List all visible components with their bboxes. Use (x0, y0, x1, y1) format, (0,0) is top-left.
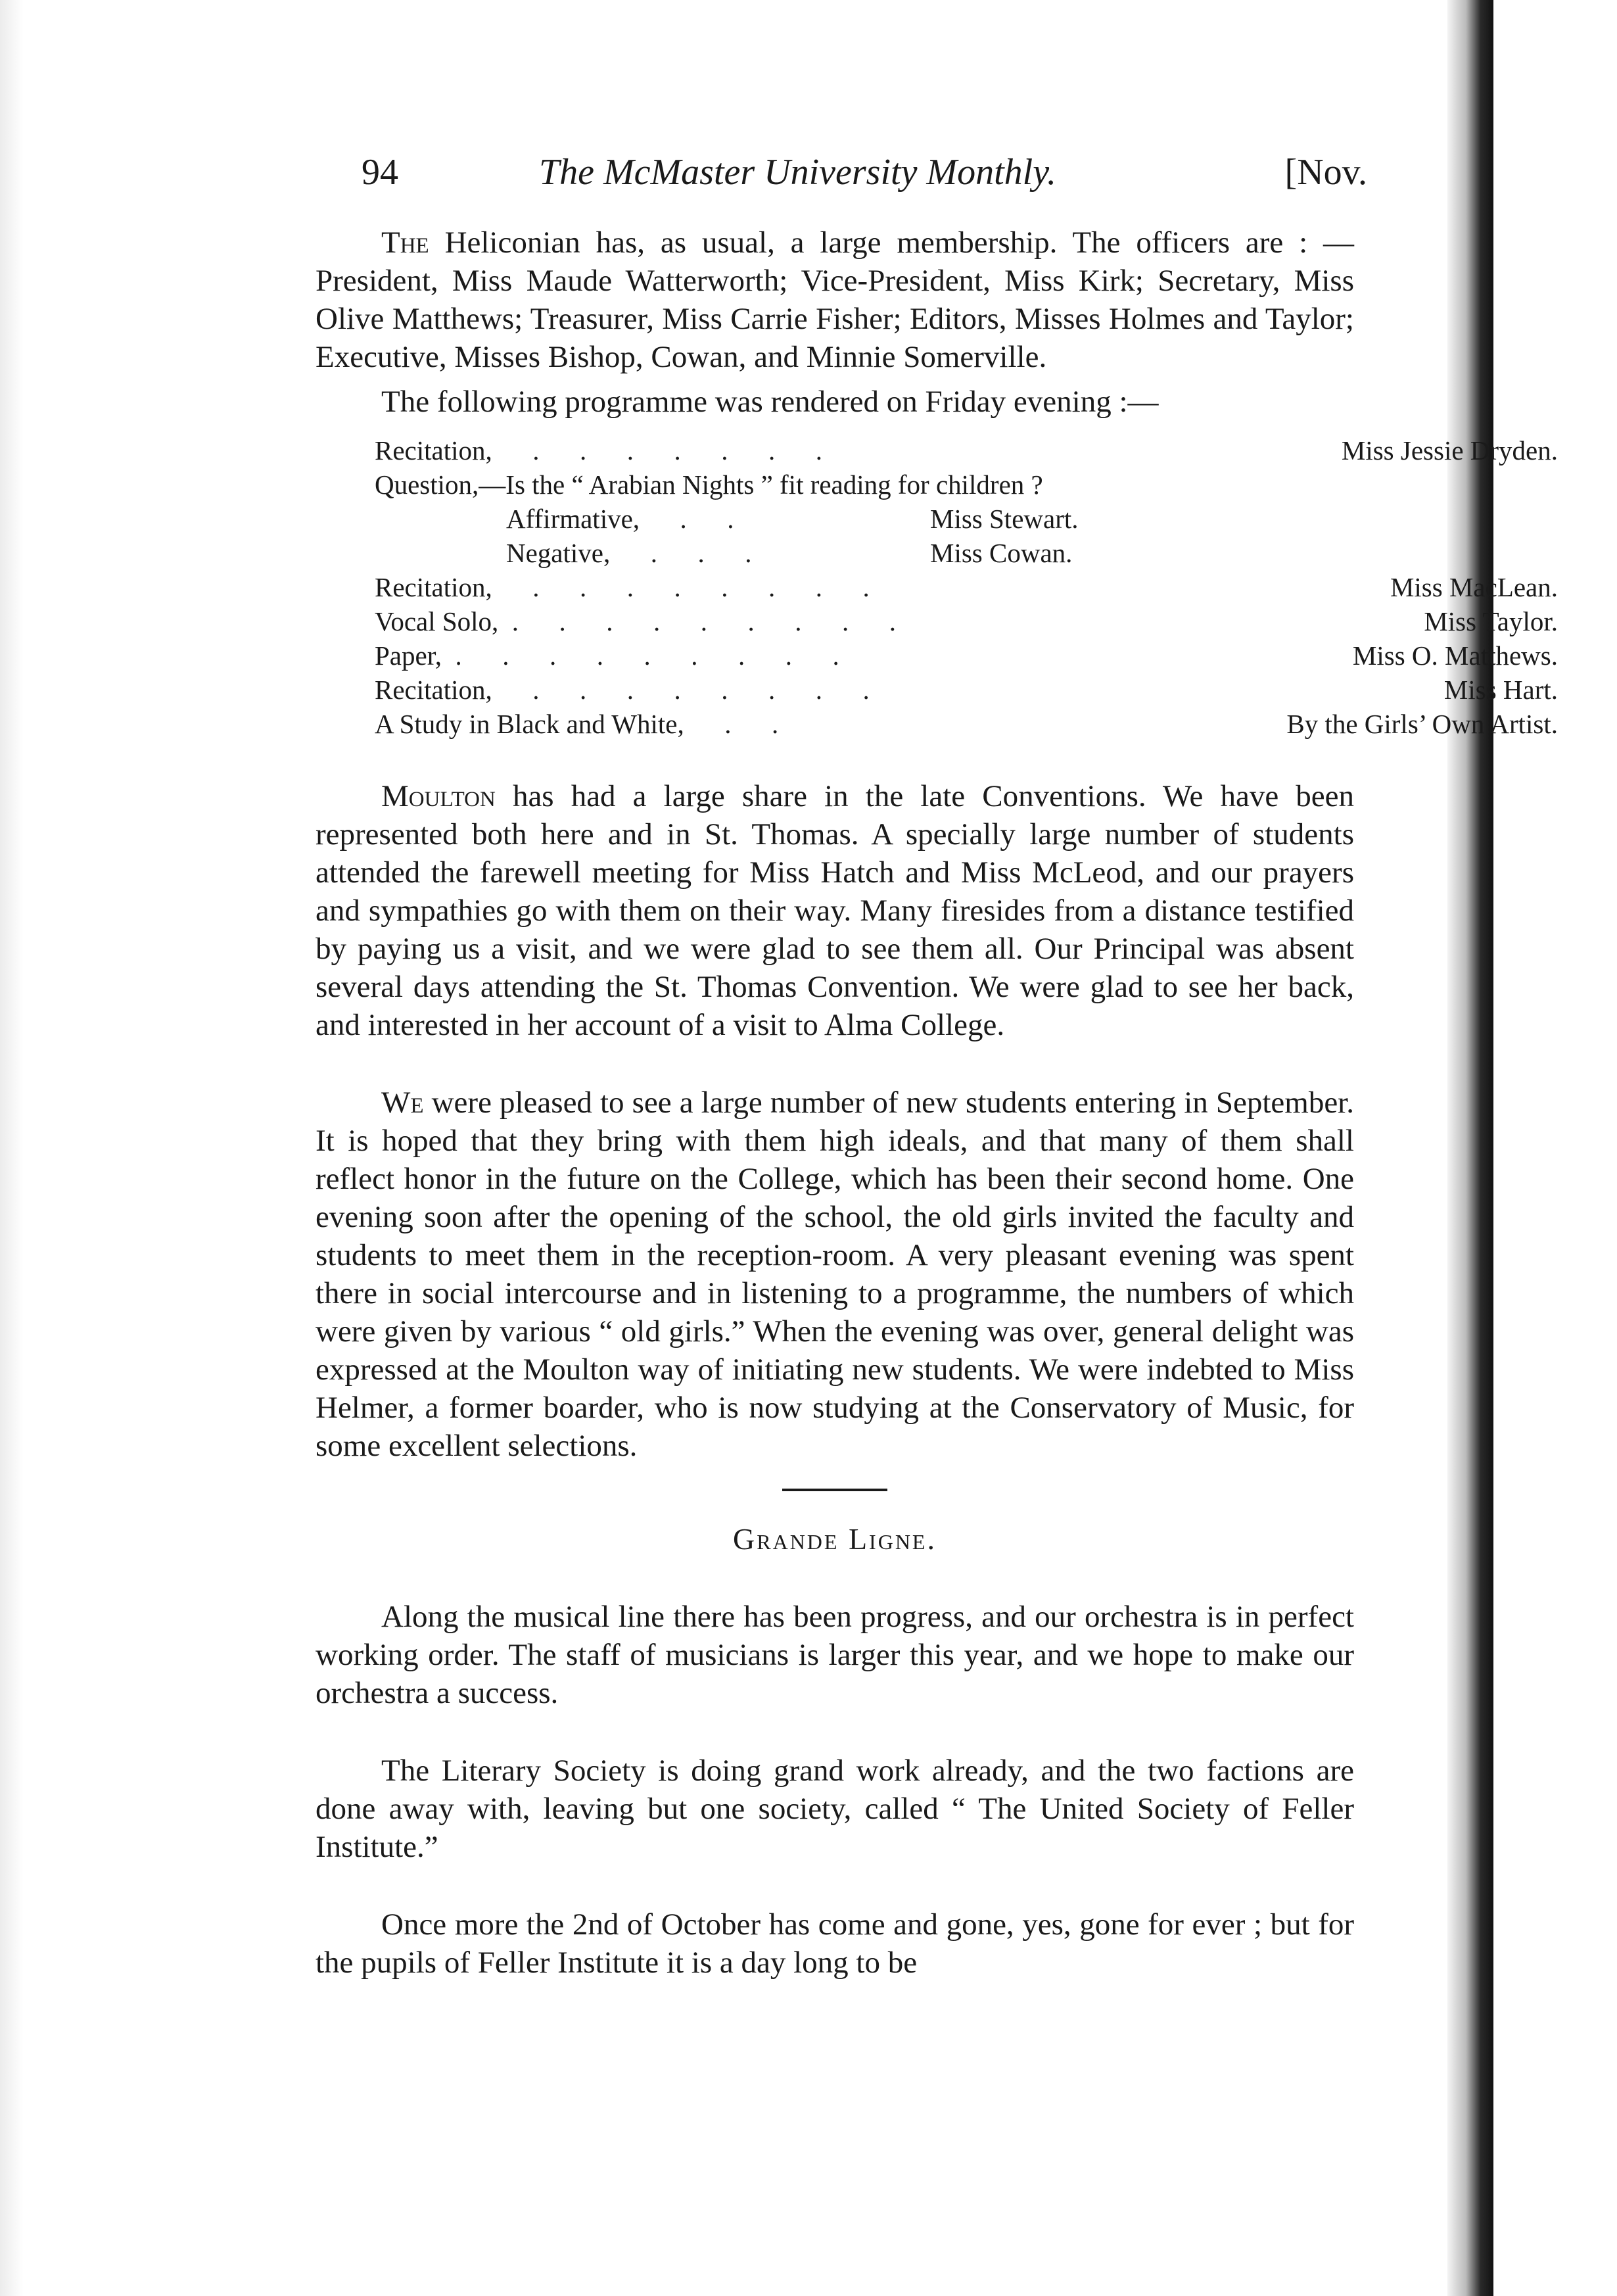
left-page-margin (0, 0, 24, 2296)
heliconian-text: Heliconian has, as usual, a large membership. The officers are : —President, Miss Maude Watterworth; Vice-President, Miss Kirk; Secretary, Miss Olive Matthews; Treasurer, Miss Carrie Fisher; Editors, Misses Holmes and Taylor; Executive, Misses Bishop, Cowan, and Minnie Somerville. (316, 226, 1354, 374)
programme-item-performer: By the Girls’ Own Artist. (1286, 709, 1558, 739)
programme-item-label: A Study in Black and White, . . (375, 709, 779, 739)
moulton-paragraph (316, 777, 1354, 1044)
programme-item (375, 705, 1617, 739)
programme-item (375, 431, 1617, 466)
moulton-lead: Moulton (381, 779, 496, 813)
programme-item-performer: Miss O. Matthews. (1352, 640, 1558, 671)
right-page-edge (1447, 0, 1493, 2296)
grande-ligne-paragraph-2: The Literary Society is doing grand work already, and the two factions are done away with, leaving but one society, called “ The United Society of Feller Institute.” (316, 1754, 1354, 1864)
running-header (362, 151, 1367, 204)
grande-ligne-paragraph-1: Along the musical line there has been progress, and our orchestra is in perfect working order. The staff of musicians is larger this year, and we hope to make our orchestra a success. (316, 1600, 1354, 1710)
programme-item-performer: Miss Stewart. (930, 504, 1079, 534)
programme-item (375, 568, 1617, 602)
programme-item-label: Paper, . . . . . . . . . (375, 640, 839, 671)
programme-list (316, 431, 1558, 739)
spacer (316, 1866, 1354, 1905)
programme-item (375, 636, 1617, 671)
programme-item (375, 671, 1617, 705)
programme-item-label: Affirmative, . . (506, 504, 734, 534)
new-students-paragraph (316, 1084, 1354, 1465)
programme-item (375, 602, 1617, 636)
new-students-lead: We (381, 1086, 424, 1120)
article-body (316, 224, 1558, 1982)
programme-item-performer: Miss Jessie Dryden. (1341, 435, 1558, 466)
heliconian-paragraph (316, 224, 1354, 376)
spacer (316, 738, 1354, 777)
programme-item (375, 466, 1617, 500)
new-students-text: were pleased to see a large number of new students entering in September. It is hoped that they bring with them high ideals, and that many of them shall reflect honor in the future on the College, which has been their second home. One evening soon after the opening of the school, the old girls invited the faculty and students to meet them in the reception-room. A very pleasant evening was spent there in social intercourse and in listening to a programme, the numbers of which were given by various “ old girls.” When the evening was over, general delight was expressed at the Moulton way of initiating new students. We were indebted to Miss Helmer, a former boarder, who is now studying at the Conservatory of Music, for some excellent selections. (316, 1086, 1354, 1463)
programme-item-label: Question,—Is the “ Arabian Nights ” fit reading for children ? (375, 469, 1043, 500)
programme-item-label: Recitation, . . . . . . . (375, 435, 823, 466)
programme-item (375, 534, 1617, 568)
section-title: Grande Ligne. (733, 1522, 937, 1556)
programme-item-performer: Miss Cowan. (930, 538, 1073, 568)
programme-item-label: Vocal Solo, . . . . . . . . . (375, 606, 897, 636)
programme-item-performer: Miss Hart. (1443, 675, 1558, 705)
programme-intro: The following programme was rendered on Friday evening :— (381, 385, 1159, 419)
section-divider (782, 1489, 887, 1491)
spacer (316, 1044, 1354, 1084)
grande-ligne-paragraph-3: Once more the 2nd of October has come and gone, yes, gone for ever ; but for the pupils of Feller Institute it is a day long to be (316, 1907, 1354, 1980)
moulton-text: has had a large share in the late Conventions. We have been represented both here and in St. Thomas. A specially large number of students attended the farewell meeting for Miss Hatch and Miss McLeod, and our prayers and sympathies go with them on their way. Many firesides from a distance testified by paying us a visit, and we were glad to see them all. Our Principal was absent several days attending the St. Thomas Convention. We were glad to see her back, and interested in her account of a visit to Alma College. (316, 779, 1355, 1042)
spacer (316, 1712, 1354, 1752)
programme-item-label: Recitation, . . . . . . . . (375, 572, 870, 602)
programme-item-performer: Miss Taylor. (1424, 606, 1558, 636)
page-number: 94 (362, 152, 398, 193)
programme-item-label: Negative, . . . (506, 538, 752, 568)
programme-item-performer: Miss MacLean. (1390, 572, 1558, 602)
heliconian-lead: The (381, 226, 429, 260)
programme-item (375, 500, 1617, 534)
journal-title: The McMaster University Monthly. (539, 152, 1056, 193)
issue-month: [Nov. (1284, 152, 1367, 193)
programme-item-label: Recitation, . . . . . . . . (375, 675, 870, 705)
